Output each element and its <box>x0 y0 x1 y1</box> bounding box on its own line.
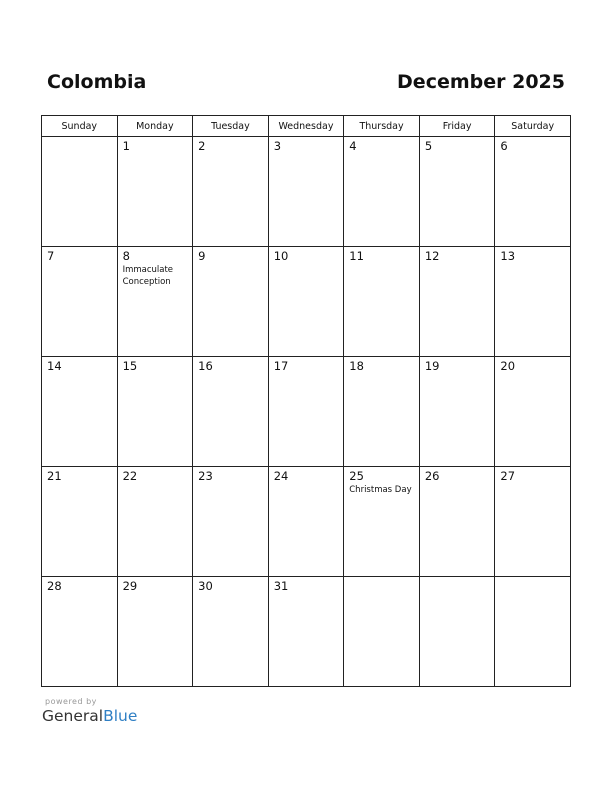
day-number <box>420 577 495 580</box>
week-row <box>42 467 571 577</box>
day-cell <box>193 467 269 577</box>
day-number <box>344 577 419 580</box>
day-number: 5 <box>424 139 433 153</box>
day-cell <box>117 577 193 687</box>
brand-blue-text: Blue <box>103 707 138 725</box>
weekday-header: Monday <box>117 116 193 137</box>
day-number: 25 <box>349 469 364 483</box>
day-number: 19 <box>424 359 440 373</box>
weekday-header: Thursday <box>344 116 420 137</box>
day-number: 28 <box>47 579 62 593</box>
country-title: Colombia <box>47 71 147 93</box>
day-number: 27 <box>500 469 516 483</box>
day-cell <box>42 467 118 577</box>
day-cell <box>495 467 571 577</box>
weekday-header: Friday <box>419 116 495 137</box>
day-cell <box>268 357 344 467</box>
day-cell <box>344 357 420 467</box>
day-cell <box>344 247 420 357</box>
day-cell <box>268 247 344 357</box>
weekday-header-row <box>42 116 571 137</box>
week-row <box>42 357 571 467</box>
day-cell <box>495 357 571 467</box>
day-number: 23 <box>198 469 213 483</box>
day-number <box>495 577 570 580</box>
day-number: 2 <box>198 139 206 153</box>
day-number: 30 <box>198 579 213 593</box>
day-number: 16 <box>198 359 213 373</box>
day-cell <box>419 137 495 247</box>
day-cell <box>42 357 118 467</box>
day-number: 20 <box>500 359 516 373</box>
day-number: 17 <box>273 359 289 373</box>
day-cell <box>344 137 420 247</box>
weekday-header: Saturday <box>495 116 571 137</box>
day-number: 31 <box>273 579 289 593</box>
day-cell <box>268 467 344 577</box>
day-number: 6 <box>500 139 508 153</box>
day-number: 15 <box>122 359 138 373</box>
day-number: 26 <box>424 469 440 483</box>
holiday-label: Immaculate Conception <box>122 265 174 287</box>
day-cell <box>193 577 269 687</box>
week-row <box>42 137 571 247</box>
day-number: 4 <box>349 139 357 153</box>
day-cell <box>268 577 344 687</box>
day-cell <box>42 137 118 247</box>
footer-branding <box>42 697 137 725</box>
day-number: 7 <box>47 249 55 263</box>
day-number: 24 <box>273 469 289 483</box>
brand-general-text: General <box>42 707 104 725</box>
day-number: 18 <box>349 359 364 373</box>
day-cell <box>495 577 571 687</box>
day-cell <box>193 247 269 357</box>
calendar-grid <box>41 115 571 687</box>
day-number: 22 <box>122 469 138 483</box>
day-cell <box>419 577 495 687</box>
day-cell <box>419 247 495 357</box>
day-cell <box>117 357 193 467</box>
day-number: 10 <box>273 249 289 263</box>
weekday-header: Wednesday <box>268 116 344 137</box>
week-row <box>42 577 571 687</box>
day-number: 13 <box>500 249 516 263</box>
day-number: 9 <box>198 249 206 263</box>
day-cell <box>117 467 193 577</box>
day-number: 29 <box>122 579 138 593</box>
day-number: 1 <box>122 139 130 153</box>
day-number: 12 <box>424 249 440 263</box>
day-cell <box>117 137 193 247</box>
day-cell <box>495 137 571 247</box>
day-cell <box>42 247 118 357</box>
day-number: 11 <box>349 249 364 263</box>
day-number: 14 <box>47 359 62 373</box>
day-number: 8 <box>122 249 130 263</box>
day-cell <box>495 247 571 357</box>
day-number: 21 <box>47 469 62 483</box>
day-number <box>42 137 117 140</box>
day-cell <box>193 357 269 467</box>
day-cell <box>268 137 344 247</box>
day-cell <box>193 137 269 247</box>
brand-logo[interactable] <box>42 707 137 725</box>
day-cell <box>42 577 118 687</box>
day-cell <box>344 577 420 687</box>
weekday-header: Tuesday <box>193 116 269 137</box>
week-row <box>42 247 571 357</box>
month-title: December 2025 <box>397 71 565 93</box>
holiday-label: Christmas Day <box>349 485 412 495</box>
day-cell <box>344 467 420 577</box>
powered-by-text: powered by <box>45 697 97 706</box>
day-number: 3 <box>273 139 282 153</box>
day-cell <box>419 467 495 577</box>
weekday-header: Sunday <box>42 116 118 137</box>
day-cell <box>117 247 193 357</box>
day-cell <box>419 357 495 467</box>
